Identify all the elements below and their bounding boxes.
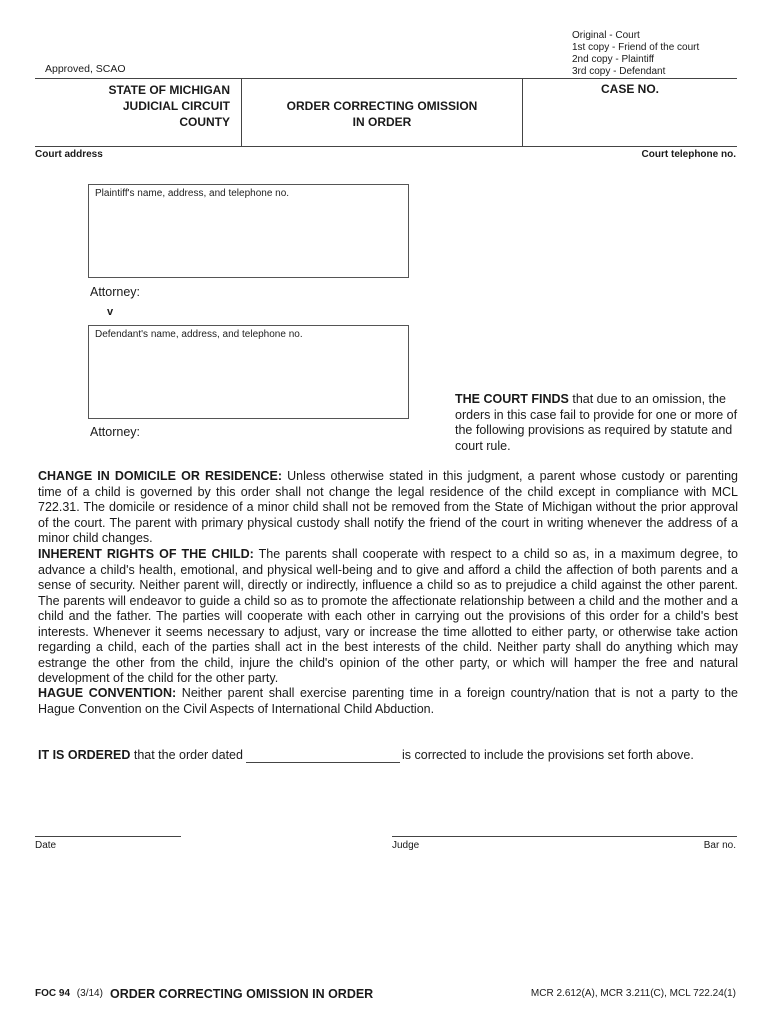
form-title-block xyxy=(242,98,522,130)
copy-second: 2nd copy - Plaintiff xyxy=(572,54,655,65)
header-bottom-line xyxy=(35,146,737,147)
versus-label: v xyxy=(107,306,114,318)
defendant-box-label: Defendant's name, address, and telephone no. xyxy=(95,329,303,340)
domicile-section xyxy=(38,469,738,547)
attorney-label-2: Attorney: xyxy=(90,425,141,439)
domicile-heading: CHANGE IN DOMICILE OR RESIDENCE: xyxy=(38,469,283,483)
rights-section xyxy=(38,547,738,687)
ordered-lead: IT IS ORDERED xyxy=(38,748,131,762)
footer-form-no: FOC 94 xyxy=(35,988,71,999)
defendant-box[interactable] xyxy=(88,325,409,419)
bar-no-label: Bar no. xyxy=(703,840,736,851)
state-label: STATE OF MICHIGAN xyxy=(108,83,230,97)
plaintiff-box[interactable] xyxy=(88,184,409,278)
copy-original: Original - Court xyxy=(572,30,640,41)
approved-scao: Approved, SCAO xyxy=(45,63,126,75)
footer-form-id xyxy=(35,988,103,999)
order-date-field[interactable] xyxy=(246,762,400,763)
county-label: COUNTY xyxy=(179,115,230,129)
judge-signature-line[interactable] xyxy=(392,836,737,837)
copy-distribution xyxy=(572,30,699,78)
date-label: Date xyxy=(35,840,57,851)
form-title-line-2: IN ORDER xyxy=(352,115,412,129)
plaintiff-box-label: Plaintiff's name, address, and telephone no. xyxy=(95,188,290,199)
copy-third: 3rd copy - Defendant xyxy=(572,66,666,77)
case-no-label: CASE NO. xyxy=(600,82,659,96)
court-name-block xyxy=(38,82,230,130)
footer-refs: MCR 2.612(A), MCR 3.211(C), MCL 722.24(1) xyxy=(530,988,736,999)
rights-heading: INHERENT RIGHTS OF THE CHILD: xyxy=(38,547,254,561)
court-finds-lead: THE COURT FINDS xyxy=(455,392,569,406)
form-title-line-1: ORDER CORRECTING OMISSION xyxy=(286,99,478,113)
rights-text: The parents shall cooperate with respect to a child so as, in a maximum degree, to advance a child's health, emotional, and physical well-being and to give and afford a child the affection of both parents and a sense of security. Neither parent will, directly or indirectly, influence a child so as to prejudice a child against the other parent. The parents will endeavor to guide a child so as to promote the affectionate relationship between a child and the mother and a child and the father. The parties will cooperate with each other in carrying out the provisions of this order for a child's best interests. Whenever it seems necessary to adjust, vary or increase the time allotted to either party, or otherwise take action regarding a child, each of the parties shall act in the best interests of the child. Neither party shall do anything which may estrange the other from the child, injure the child's opinion of the other party, or which will hamper the free and natural development of the child for the other party. xyxy=(38,547,738,685)
judge-label: Judge xyxy=(392,840,420,851)
footer-title: ORDER CORRECTING OMISSION IN ORDER xyxy=(110,987,374,1001)
hague-section xyxy=(38,686,738,717)
hague-text: Neither parent shall exercise parenting time in a foreign country/nation that is not a party to the Hague Convention on the Civil Aspects of International Child Abduction. xyxy=(38,686,738,716)
court-finds-paragraph xyxy=(455,392,740,454)
footer-rev: (3/14) xyxy=(76,988,103,999)
ordered-text-before: that the order dated xyxy=(130,748,243,762)
court-telephone-label: Court telephone no. xyxy=(641,149,736,160)
header-top-line xyxy=(35,78,737,79)
hague-heading: HAGUE CONVENTION: xyxy=(38,686,177,700)
circuit-label: JUDICIAL CIRCUIT xyxy=(122,99,230,113)
attorney-label-1: Attorney: xyxy=(90,285,141,299)
ordered-text-after: is corrected to include the provisions set forth above. xyxy=(402,748,694,762)
court-finds-text: that due to an omission, the orders in this case fail to provide for one or more of the following provisions as required by statute and court rule. xyxy=(455,392,738,453)
copy-first: 1st copy - Friend of the court xyxy=(572,42,700,53)
domicile-text: Unless otherwise stated in this judgment, a parent whose custody or parenting time of a child is governed by this order shall not change the legal residence of the child except in compliance with MCL 722.31. The domicile or residence of a minor child shall not be removed from the State of Michigan without the prior approval of the court. The parent with primary physical custody shall notify the friend of the court in writing whenever the address of a minor child changes. xyxy=(38,469,738,545)
court-address-label: Court address xyxy=(35,149,103,160)
ordered-lead-block xyxy=(38,748,243,762)
date-signature-line[interactable] xyxy=(35,836,181,837)
